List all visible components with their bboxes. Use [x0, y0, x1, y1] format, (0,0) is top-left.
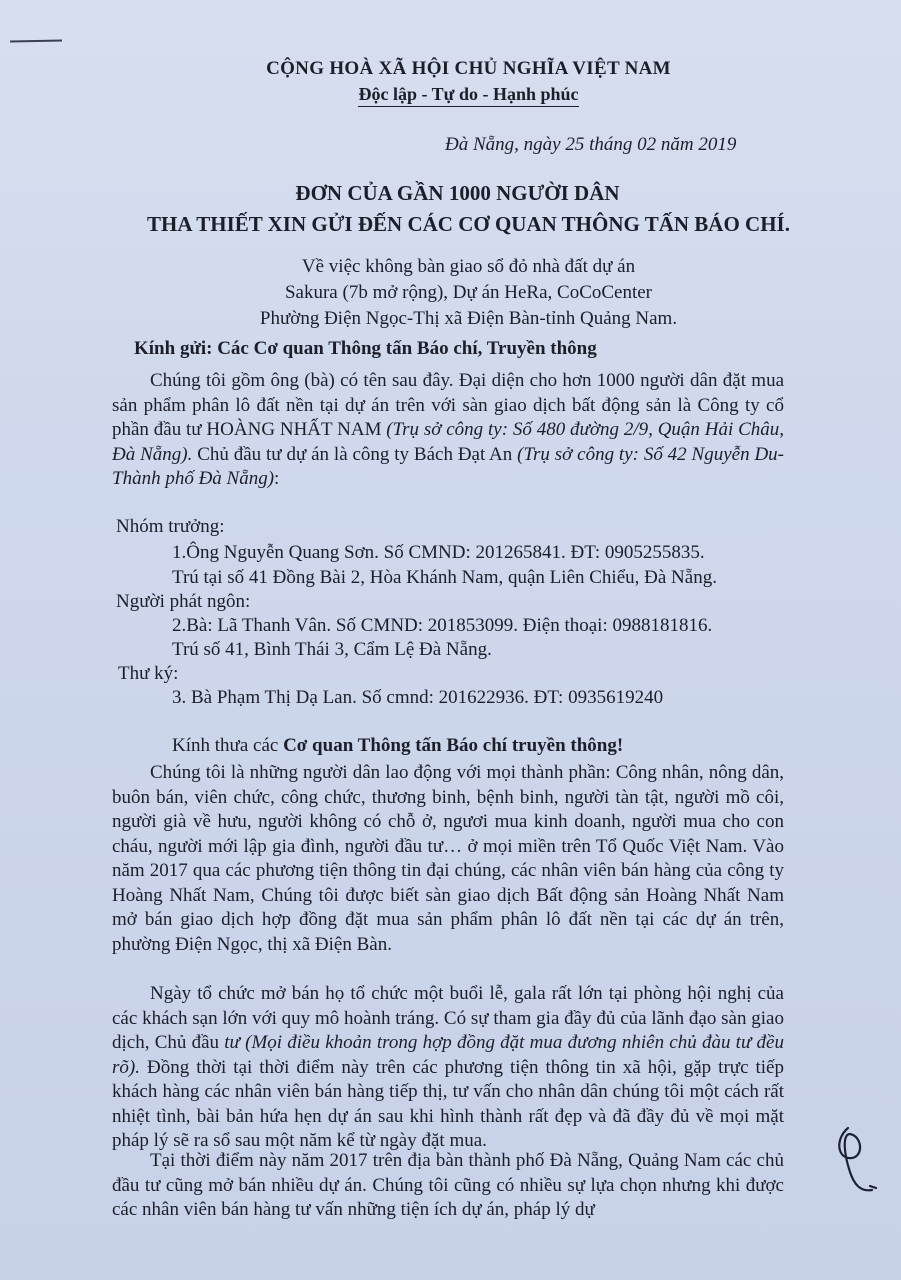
- salutation-prefix: Kính thưa các: [172, 735, 284, 756]
- paragraph-2-text-1: Ngày tổ chức mở bán họ tổ chức một buổi lễ, gala rất lớn tại phòng hội nghị của các khách sạn lớn với quy mô hoành tráng. Có sự tham gia đầy đủ của lãnh đạo sàn giao dịch, Chủ đầu: [112, 983, 784, 1053]
- national-motto: Độc lập - Tự do - Hạnh phúc: [358, 84, 578, 107]
- body-paragraph-2: [112, 982, 784, 1154]
- paragraph-2-text-2: Đồng thời tại thời điểm này trên các phương tiện thông tin xã hội, gặp trực tiếp khách hàng các nhân viên bán hàng tiếp thị, tư vấn cho nhân dân chúng tôi một cách rất nhiệt tình, bài bản hứa hẹn dự án sau khi hình thành rất đẹp và đã đầy đủ về mọi mặt pháp lý sẽ ra sổ sau một năm kể từ ngày đặt mua.: [112, 1056, 784, 1151]
- paragraph-2-italic: tư (Mọi điều khoản trong hợp đồng đặt mua đương nhiên chủ đàu tư đều rõ).: [112, 1032, 784, 1078]
- company-address-2: (Trụ sở công ty: Số 42 Nguyễn Du- Thành phố Đà Nẵng): [112, 443, 784, 489]
- document-title: [0, 178, 901, 240]
- document-subject: [0, 254, 901, 332]
- group-leader-address: Trú tại số 41 Đồng Bài 2, Hòa Khánh Nam, quận Liên Chiểu, Đà Nẵng.: [172, 567, 717, 588]
- title-line-1: ĐƠN CỦA GẦN 1000 NGƯỜI DÂN: [295, 181, 620, 205]
- intro-text-3: :: [274, 468, 280, 489]
- salutation: [172, 735, 623, 757]
- document-date: Đà Nẵng, ngày 25 tháng 02 năm 2019: [445, 134, 737, 155]
- salutation-addressee: Cơ quan Thông tấn Báo chí truyền thông!: [283, 735, 624, 756]
- intro-paragraph: [112, 369, 784, 492]
- recipient-line: Kính gửi: Các Cơ quan Thông tấn Báo chí, Truyền thông: [134, 338, 597, 359]
- signature-mark: [826, 1120, 886, 1200]
- title-line-2: THA THIẾT XIN GỬI ĐẾN CÁC CƠ QUAN THÔNG TẤN BÁO CHÍ.: [147, 212, 790, 236]
- spokesperson-info: 2.Bà: Lã Thanh Vân. Số CMND: 201853099. Điện thoại: 0988181816.: [172, 615, 713, 636]
- intro-text-1: Chúng tôi gồm ông (bà) có tên sau đây. Đại diện cho hơn 1000 người dân đặt mua sản phẩm phân lô đất nền tại dự án trên với sàn giao dịch bất động sản là Công ty cổ phần đầu tư HOÀNG NHẤT NAM: [112, 370, 784, 440]
- pen-mark: [10, 40, 62, 43]
- group-leader-info: 1.Ông Nguyễn Quang Sơn. Số CMND: 201265841. ĐT: 0905255835.: [172, 542, 705, 563]
- subject-line-1: Về việc không bàn giao sổ đỏ nhà đất dự án: [301, 256, 636, 277]
- spokesperson-label: Người phát ngôn:: [116, 591, 251, 612]
- body-paragraph-3: Tại thời điểm này năm 2017 trên địa bàn thành phố Đà Nẵng, Quảng Nam các chủ đầu tư cũng mở bán nhiều dự án. Chúng tôi cũng có nhiều sự lựa chọn nhưng khi được các nhân viên bán hàng tư vấn những tiện ích dự án, pháp lý dự: [112, 1150, 784, 1220]
- subject-line-3: Phường Điện Ngọc-Thị xã Điện Bàn-tỉnh Quảng Nam.: [259, 308, 678, 329]
- secretary-info: 3. Bà Phạm Thị Dạ Lan. Số cmnd: 201622936. ĐT: 0935619240: [172, 687, 664, 708]
- national-header: [0, 58, 901, 107]
- group-leader-label: Nhóm trưởng:: [116, 516, 225, 537]
- secretary-label: Thư ký:: [118, 663, 179, 684]
- subject-line-2: Sakura (7b mở rộng), Dự án HeRa, CoCoCenter: [284, 282, 653, 303]
- body-paragraph-1: Chúng tôi là những người dân lao động với mọi thành phần: Công nhân, nông dân, buôn bán, viên chức, công chức, thương binh, bệnh binh, người tàn tật, người mồ côi, người già về hưu, người không có chỗ ở, ngươi mua kinh doanh, người mua cho con cháu, người mới lập gia đình, người đầu tư… ở mọi miền trên Tổ Quốc Việt Nam. Vào năm 2017 qua các phương tiện thông tin đại chúng, các nhân viên bán hàng của công ty Hoàng Nhất Nam, Chúng tôi được biết sàn giao dịch Bất động sản Hoàng Nhất Nam mở bán giao dịch hợp đồng đặt mua sản phẩm phân lô đất nền tại các dự án trên, phường Điện Ngọc, thị xã Điện Bàn.: [112, 762, 784, 955]
- intro-text-2: Chủ đầu tư dự án là công ty Bách Đạt An: [192, 443, 518, 465]
- nation-name: CỘNG HOÀ XÃ HỘI CHỦ NGHĨA VIỆT NAM: [266, 58, 671, 79]
- company-address-1: (Trụ sở công ty: Số 480 đường 2/9, Quận Hải Châu, Đà Nẵng).: [112, 419, 785, 465]
- spokesperson-address: Trú số 41, Bình Thái 3, Cẩm Lệ Đà Nẵng.: [172, 639, 492, 660]
